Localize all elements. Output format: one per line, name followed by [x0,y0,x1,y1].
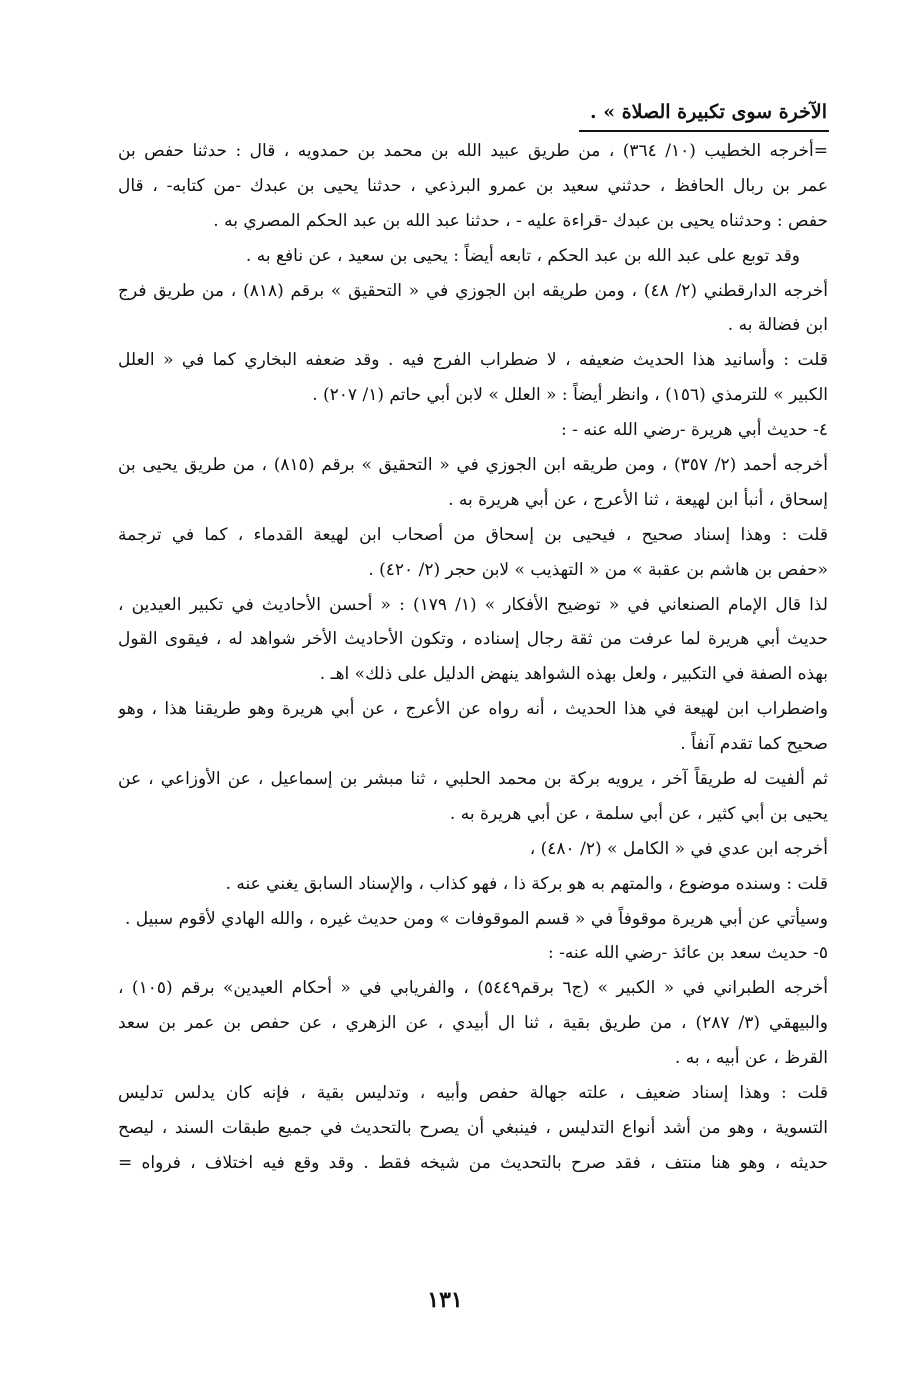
text-line: ابن فضالة به . [727,315,828,336]
page-body [118,134,828,1181]
text-line: أخرجه الدارقطني (٢/ ٤٨) ، ومن طريقه ابن الجوزي في « التحقيق » برقم (٨١٨) ، من طريق فرج [118,280,828,301]
text-line: واضطراب ابن لهيعة في هذا الحديث ، أنه رواه عن الأعرج ، عن أبي هريرة وهو طريقنا هذا ، وهو [118,699,828,720]
text-line: الكبير » للترمذي (١٥٦) ، وانظر أيضاً : « العلل » لابن أبي حاتم (١/ ٢٠٧) . [312,385,828,406]
text-line: أخرجه أحمد (٢/ ٣٥٧) ، ومن طريقه ابن الجوزي في « التحقيق » برقم (٨١٥) ، من طريق يحيى بن [118,455,828,476]
text-line: إسحاق ، أنبأ ابن لهيعة ، ثنا الأعرج ، عن أبي هريرة به . [448,489,828,510]
text-line: قلت : وأسانيد هذا الحديث ضعيفه ، لا ضطراب الفرج فيه . وقد ضعفه البخاري كما في « العلل [118,350,828,371]
header-rule [579,130,829,132]
text-line: وقد توبع على عبد الله بن عبد الحكم ، تابعه أيضاً : يحيى بن سعيد ، عن نافع به . [245,245,800,266]
text-line: «حفص بن هاشم بن عقبة » من « التهذيب » لابن حجر (٢/ ٤٢٠) . [368,559,828,580]
text-line: والبيهقي (٣/ ٢٨٧) ، من طريق بقية ، ثنا ال أبيدي ، عن الزهري ، عن حفص بن عمر بن سعد [118,1013,828,1034]
text-line: حديثه ، وهو هنا منتف ، فقد صرح بالتحديث من شيخه فقط . وقد وقع فيه اختلاف ، فرواه = [118,1152,828,1173]
text-line: أخرجه ابن عدي في « الكامل » (٢/ ٤٨٠) ، [529,838,828,859]
text-line: القرظ ، عن أبيه ، به . [674,1048,828,1069]
text-line: قلت : وهذا إسناد ضعيف ، علته جهالة حفص وأبيه ، وتدليس بقية ، فإنه كان يدلس تدليس [118,1083,828,1104]
section-heading: ٥- حديث سعد بن عائذ -رضي الله عنه- : [547,943,828,964]
text-line: التسوية ، وهو من أشد أنواع التدليس ، فينبغي أن يصرح بالتحديث في جميع طبقات السند ، ليصح [118,1117,828,1138]
text-line: يحيى بن أبي كثير ، عن أبي سلمة ، عن أبي هريرة به . [449,803,828,824]
section-heading: ٤- حديث أبي هريرة -رضي الله عنه - : [560,420,828,441]
text-line: بهذه الصفة في التكبير ، ولعل بهذه الشواهد ينهض الدليل على ذلك» اهـ . [319,664,828,685]
text-line: قلت : وسنده موضوع ، والمتهم به هو بركة ذا ، فهو كذاب ، والإسناد السابق يغني عنه . [225,873,828,894]
carryover-line: الآخرة سوى تكبيرة الصلاة » . [590,101,827,123]
text-line: وسيأتي عن أبي هريرة موقوفاً في « قسم الموقوفات » ومن حديث غيره ، والله الهادي لأقوم سبيل . [124,908,828,929]
text-line: ثم ألفيت له طريقاً آخر ، يرويه بركة بن محمد الحلبي ، ثنا مبشر بن إسماعيل ، عن الأوزاعي ، عن [118,769,828,790]
text-line: عمر بن ربال الحافظ ، حدثني سعيد بن عمرو البرذعي ، حدثنا يحيى بن عبدك -من كتابه- ، قال [118,175,828,196]
text-line: =أخرجه الخطيب (١٠/ ٣٦٤) ، من طريق عبيد الله بن محمد بن حمدويه ، قال : حدثنا حفص بن [118,141,828,161]
text-line: أخرجه الطبراني في « الكبير » (ج٦ برقم٥٤٤٩) ، والفريابي في « أحكام العيدين» برقم (١٠٥) ، [118,978,828,999]
text-line: صحيح كما تقدم آنفاً . [680,734,828,755]
page-number: ١٣١ [427,1287,463,1313]
text-line: لذا قال الإمام الصنعاني في « توضيح الأفكار » (١/ ١٧٩) : « أحسن الأحاديث في تكبير العيدين ، [118,594,828,615]
text-line: قلت : وهذا إسناد صحيح ، فيحيى بن إسحاق من أصحاب ابن لهيعة القدماء ، كما في ترجمة [118,524,828,545]
text-line: حفص : وحدثناه يحيى بن عبدك -قراءة عليه - ، حدثنا عبد الله بن عبد الحكم المصري به . [213,210,828,231]
text-line: حديث أبي هريرة لما عرفت من ثقة رجال إسناده ، وتكون الأحاديث الأخر شواهد له ، فيقوى القول [118,629,828,650]
